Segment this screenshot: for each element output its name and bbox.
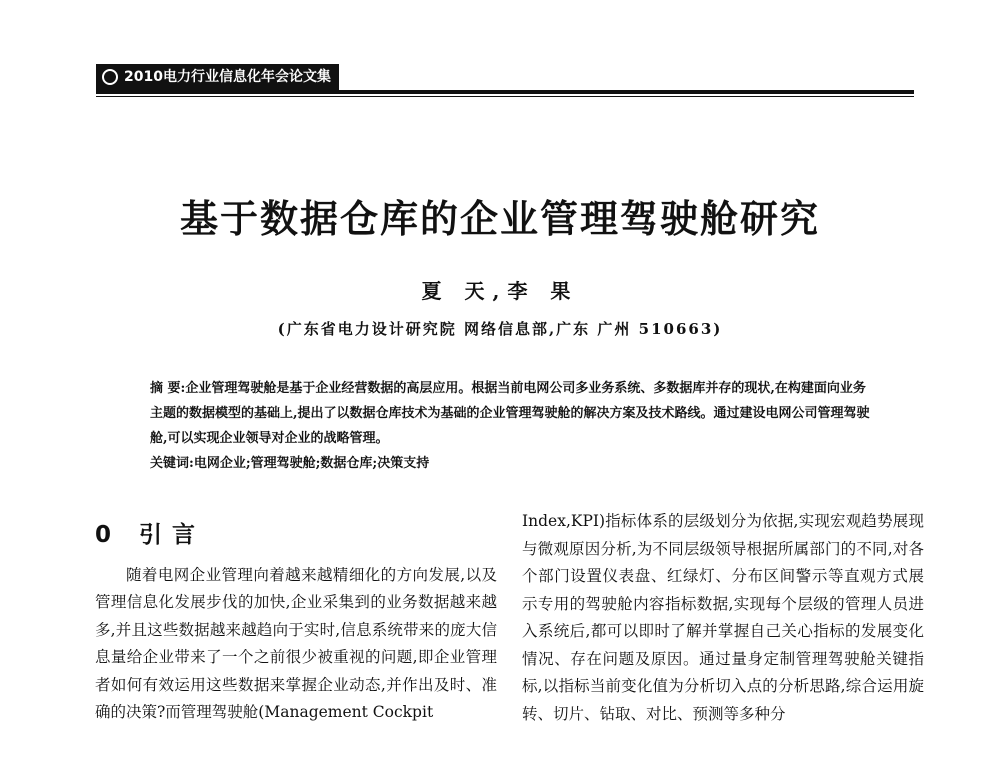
keywords xyxy=(150,451,870,476)
keywords-text: 电网企业;管理驾驶舱;数据仓库;决策支持 xyxy=(193,456,430,471)
body-paragraph: 随着电网企业管理向着越来越精细化的方向发展,以及管理信息化发展步伐的加快,企业采集到的业务数据越来越多,并且这些数据越来越趋向于实时,信息系统带来的庞大信息量给企业带来了一个之前很少被重视的问题,即企业管理者如何有效运用这些数据来掌握企业动态,并作出及时、准确的决策?而管理驾驶舱(Management Cockpit xyxy=(95,565,497,721)
body-paragraph-continued: Index,KPI)指标体系的层级划分为依据,实现宏观趋势展现与微观原因分析,为不同层级领导根据所属部门的不同,对各个部门设置仪表盘、红绿灯、分布区间警示等直观方式展示专用的驾驶舱内容指标数据,实现每个层级的管理人员进入系统后,都可以即时了解并掌握自己关心指标的发展变化情况、存在问题及原因。通过量身定制管理驾驶舱关键指标,以指标当前变化值为分析切入点的分析思路,综合运用旋转、切片、钻取、对比、预测等多种分 xyxy=(522,512,924,723)
abstract xyxy=(150,376,870,451)
header-badge xyxy=(96,64,339,90)
paper-title: 基于数据仓库的企业管理驾驶舱研究 xyxy=(179,196,820,241)
right-column xyxy=(522,508,924,728)
abstract-text: 企业管理驾驶舱是基于企业经营数据的高层应用。根据当前电网公司多业务系统、多数据库并存的现状,在构建面向业务主题的数据模型的基础上,提出了以数据仓库技术为基础的企业管理驾驶舱的解决方案及技术路线。通过建设电网公司管理驾驶舱,可以实现企业领导对企业的战略管理。 xyxy=(150,381,870,446)
paper-affiliation: (广东省电力设计研究院 网络信息部,广东 广州 510663) xyxy=(277,320,723,338)
header-rule-thin xyxy=(96,96,914,97)
running-title: 2010电力行业信息化年会论文集 xyxy=(124,69,331,85)
header-rule-thick xyxy=(96,90,914,94)
keywords-label: 关键词: xyxy=(150,456,194,471)
left-column xyxy=(95,508,497,727)
proceedings-logo-icon xyxy=(102,69,118,85)
section-heading-introduction: 0 引言 xyxy=(95,522,206,548)
abstract-block xyxy=(150,376,870,476)
abstract-label: 摘 要: xyxy=(150,381,186,396)
running-header xyxy=(96,64,914,98)
paper-authors: 夏 天,李 果 xyxy=(421,279,579,303)
